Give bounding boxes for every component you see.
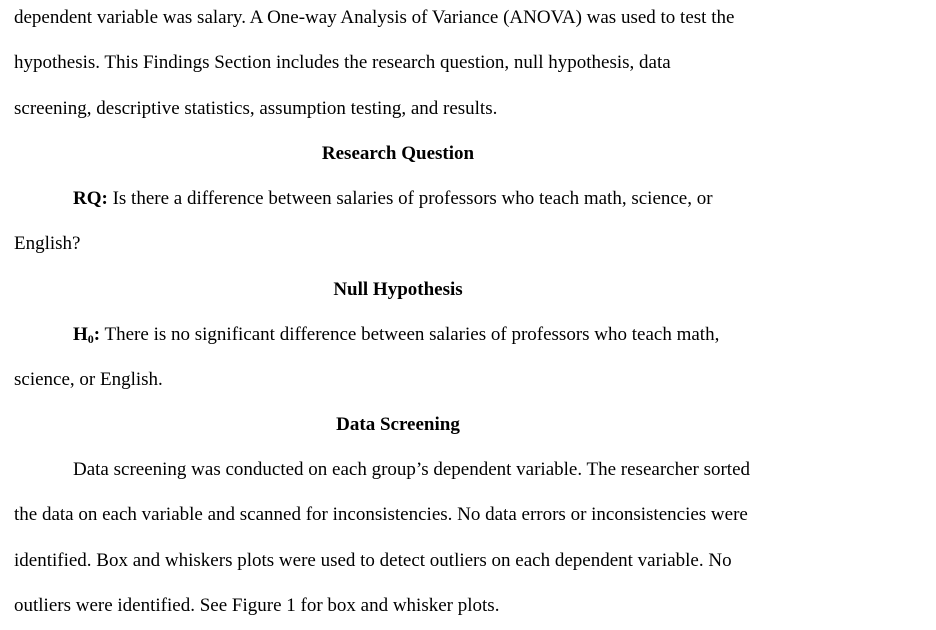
h0-label <box>73 324 100 345</box>
research-question-heading: Research Question <box>321 143 475 164</box>
research-question-line-2: English? <box>14 233 81 254</box>
intro-line-3: screening, descriptive statistics, assumption testing, and results. <box>14 98 498 119</box>
intro-line-2: hypothesis. This Findings Section includes the research question, null hypothesis, data <box>14 52 671 73</box>
h0-label-main: H <box>73 324 88 345</box>
null-hypothesis-line-2: science, or English. <box>14 369 163 390</box>
data-screening-heading: Data Screening <box>336 414 460 435</box>
research-question-line-1 <box>73 188 713 210</box>
data-screening-line-4: outliers were identified. See Figure 1 for box and whisker plots. <box>14 595 500 616</box>
h0-text: There is no significant difference between salaries of professors who teach math, <box>100 324 720 345</box>
null-hypothesis-heading: Null Hypothesis <box>333 279 463 300</box>
h0-label-sub: 0 <box>87 332 94 346</box>
rq-label: RQ: <box>73 188 108 209</box>
data-screening-line-1: Data screening was conducted on each group’s dependent variable. The researcher sorted <box>73 459 751 480</box>
null-hypothesis-line-1 <box>73 324 719 346</box>
data-screening-line-3: identified. Box and whiskers plots were used to detect outliers on each dependent variable. No <box>14 550 732 571</box>
rq-text: Is there a difference between salaries of professors who teach math, science, or <box>107 188 713 209</box>
data-screening-line-2: the data on each variable and scanned for inconsistencies. No data errors or inconsistencies were <box>14 504 748 525</box>
h0-label-colon: : <box>93 324 101 345</box>
intro-line-1: dependent variable was salary. A One-way Analysis of Variance (ANOVA) was used to test the <box>14 7 735 28</box>
